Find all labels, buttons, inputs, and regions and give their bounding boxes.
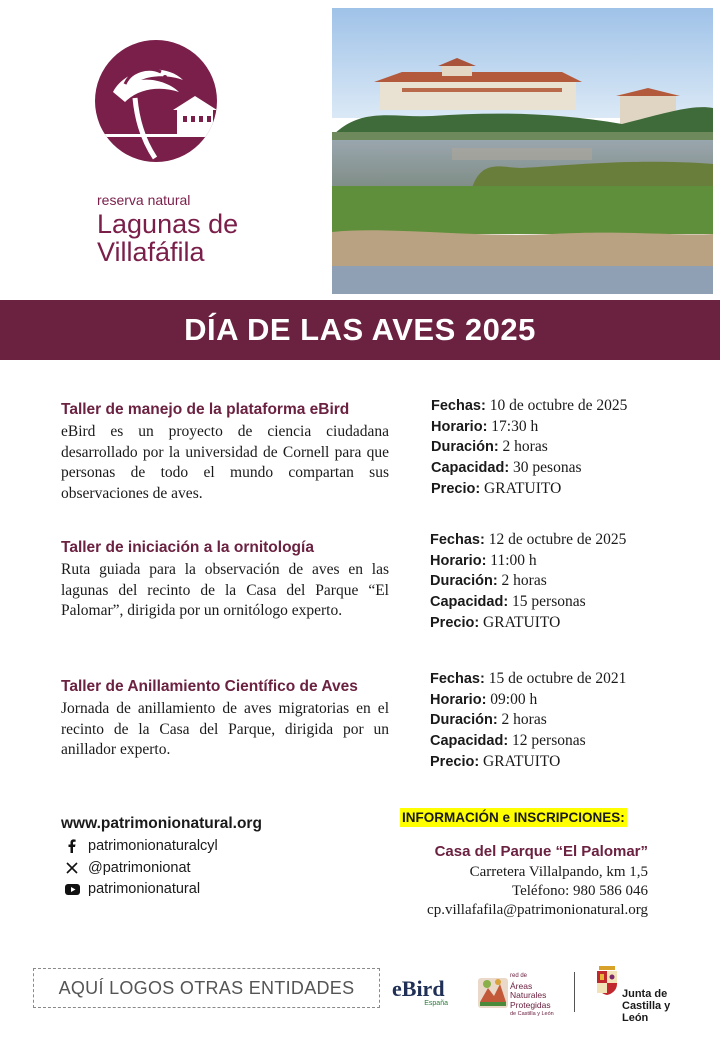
x-link[interactable] (64, 858, 314, 878)
detail-duracion: Duración: 2 horas (431, 438, 548, 456)
workshop-ebird (61, 400, 389, 504)
workshop-anillamiento (61, 677, 389, 761)
title-banner (0, 300, 720, 360)
ranp-logo: red de Áreas Naturales Protegidas de Castilla y León (476, 970, 568, 1014)
website-link[interactable]: www.patrimonionatural.org (61, 815, 262, 832)
logo-title-line2: Villafáfila (97, 237, 205, 267)
workshop-title: Taller de iniciación a la ornitología (61, 539, 314, 556)
detail-capacidad: Capacidad: 15 personas (430, 593, 586, 611)
detail-fechas: Fechas: 12 de octubre de 2025 (430, 531, 627, 548)
logo-divider (574, 972, 575, 1012)
logo-title-line1: Lagunas de (97, 209, 239, 239)
contact-place: Casa del Parque “El Palomar” (434, 843, 648, 860)
other-entities-placeholder: AQUÍ LOGOS OTRAS ENTIDADES (33, 968, 380, 1008)
detail-precio: Precio: GRATUITO (430, 752, 561, 770)
detail-horario: Horario: 11:00 h (430, 551, 537, 569)
detail-fechas: Fechas: 15 de octubre de 2021 (430, 670, 627, 687)
youtube-icon (64, 881, 80, 897)
logo-subtitle: reserva natural (97, 192, 191, 208)
detail-fechas: Fechas: 10 de octubre de 2025 (431, 397, 628, 414)
info-label: INFORMACIÓN e INSCRIPCIONES: (402, 810, 625, 825)
ebird-logo: eBird España (392, 976, 448, 1007)
workshop-ornitologia (61, 538, 389, 622)
contact-phone: Teléfono: 980 586 046 (511, 883, 648, 899)
workshop-title: Taller de manejo de la plataforma eBird (61, 401, 350, 418)
detail-precio: Precio: GRATUITO (431, 479, 562, 497)
workshop-description: Ruta guiada para la observación de aves en las lagunas del recinto de la Casa del Parque “El Palomar”, dirigida por un ornitólogo experto. (61, 561, 389, 619)
workshop-anillamiento-details (430, 669, 670, 773)
facebook-handle: patrimonionaturalcyl (88, 838, 218, 854)
detail-duracion: Duración: 2 horas (430, 572, 547, 590)
page-title: DÍA DE LAS AVES 2025 (184, 312, 536, 347)
landscape-photo (332, 8, 713, 294)
youtube-link[interactable] (64, 879, 314, 899)
x-handle: @patrimonionat (88, 860, 191, 876)
youtube-handle: patrimonionatural (88, 881, 201, 897)
bird-emblem-icon (95, 40, 217, 162)
workshop-description: Jornada de anillamiento de aves migratorias en el recinto de la Casa del Parque, dirigida por un anillador experto. (61, 700, 389, 758)
workshop-ornitologia-details (430, 530, 670, 634)
ranp-emblem-icon (478, 974, 508, 1010)
workshop-ebird-details (431, 396, 671, 500)
contact-email[interactable]: cp.villafafila@patrimonionatural.org (427, 902, 648, 918)
workshop-description: eBird es un proyecto de ciencia ciudadana desarrollado por la universidad de Cornell para que personas de todo el mundo compartan sus observaciones de aves. (61, 423, 389, 502)
facebook-link[interactable] (64, 836, 314, 856)
detail-precio: Precio: GRATUITO (430, 613, 561, 631)
logo-title (97, 210, 238, 266)
detail-horario: Horario: 09:00 h (430, 690, 538, 708)
detail-duracion: Duración: 2 horas (430, 711, 547, 729)
detail-capacidad: Capacidad: 12 personas (430, 732, 586, 750)
facebook-icon (64, 838, 80, 854)
x-icon (64, 860, 80, 876)
workshop-title: Taller de Anillamiento Científico de Aves (61, 678, 358, 695)
contact-address: Carretera Villalpando, km 1,5 (469, 864, 648, 880)
reserve-logo (0, 0, 330, 300)
junta-logo: Junta de Castilla y León (596, 966, 676, 1014)
detail-capacidad: Capacidad: 30 pesonas (431, 459, 582, 477)
coat-of-arms-icon (596, 966, 618, 996)
detail-horario: Horario: 17:30 h (431, 417, 539, 435)
